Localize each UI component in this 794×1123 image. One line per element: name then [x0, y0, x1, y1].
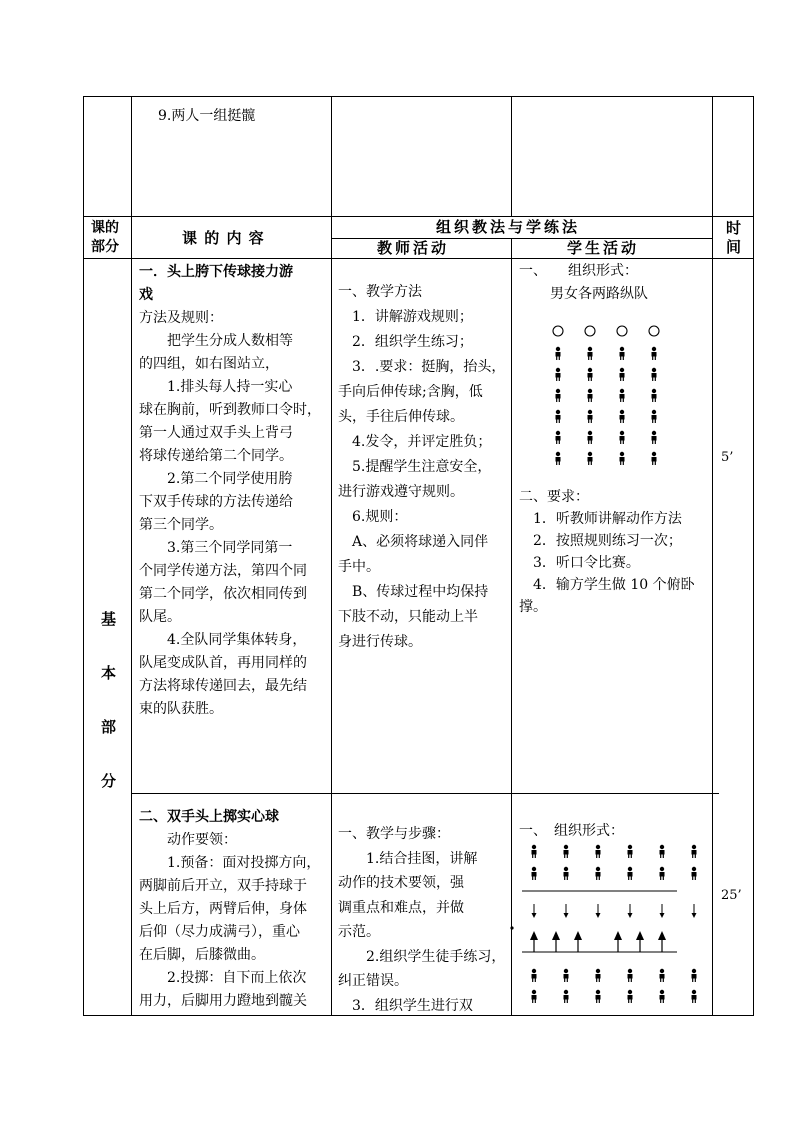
- person-icon: [620, 452, 625, 465]
- person-body: [660, 995, 665, 1000]
- person-body: [596, 974, 601, 979]
- arrow-up-icon: [574, 931, 582, 952]
- game2-teacher: 一、教学与步骤： 1.结合挂图，讲解 动作的技术要领，强 调重点和难点，并做 示范。 2.组织学生徒手练习， 纠正错误。 3．组织学生进行双: [338, 826, 506, 1014]
- game2-student-title: 一、 组织形式：: [519, 823, 624, 839]
- person-body: [588, 352, 593, 357]
- arrow-head: [660, 913, 665, 918]
- arrow-down-icon: [628, 904, 633, 918]
- arrow-up-icon: [658, 931, 666, 952]
- person-head: [692, 990, 696, 994]
- person-icon: [532, 969, 537, 982]
- arrow-head: [552, 931, 560, 940]
- person-body: [692, 850, 697, 855]
- section-divider-line: [131, 793, 719, 794]
- person-head: [620, 368, 624, 372]
- person-head: [564, 969, 568, 973]
- arrow-head: [564, 913, 569, 918]
- person-head: [556, 389, 560, 393]
- arrow-down-icon: [692, 904, 697, 918]
- ball-icon: [585, 326, 595, 336]
- person-body: [652, 436, 657, 441]
- person-icon: [652, 389, 657, 402]
- person-head: [596, 845, 600, 849]
- person-head: [652, 347, 656, 351]
- person-head: [596, 867, 600, 871]
- person-body: [692, 974, 697, 979]
- person-head: [588, 389, 592, 393]
- person-body: [620, 457, 625, 462]
- arrow-head: [658, 931, 666, 940]
- person-icon: [660, 969, 665, 982]
- header-part-line1: 课的: [91, 220, 119, 236]
- section-label-1: 基: [101, 610, 117, 628]
- person-head: [532, 845, 536, 849]
- person-icon: [556, 431, 561, 444]
- person-head: [652, 431, 656, 435]
- game1-title: 一．头上胯下传球接力游: [139, 264, 293, 280]
- person-icon: [652, 452, 657, 465]
- person-icon: [564, 969, 569, 982]
- person-head: [532, 990, 536, 994]
- section-label-2: 本: [101, 664, 117, 682]
- person-icon: [652, 347, 657, 360]
- person-icon: [692, 867, 697, 880]
- person-head: [628, 867, 632, 871]
- person-icon: [596, 969, 601, 982]
- arrow-down-icon: [564, 904, 569, 918]
- person-body: [532, 872, 537, 877]
- person-icon: [628, 845, 633, 858]
- person-icon: [588, 431, 593, 444]
- section-label-4: 分: [101, 772, 117, 790]
- arrow-head: [596, 913, 601, 918]
- person-icon: [628, 969, 633, 982]
- arrow-head: [636, 931, 644, 940]
- person-icon: [620, 389, 625, 402]
- person-head: [556, 347, 560, 351]
- ball-icon: [649, 326, 659, 336]
- person-body: [556, 436, 561, 441]
- person-head: [652, 389, 656, 393]
- table-border-left: [83, 96, 84, 1016]
- person-icon: [564, 990, 569, 1003]
- person-icon: [652, 431, 657, 444]
- arrow-down-icon: [596, 904, 601, 918]
- person-head: [620, 389, 624, 393]
- person-head: [692, 867, 696, 871]
- person-head: [628, 969, 632, 973]
- person-body: [660, 974, 665, 979]
- arrow-head: [692, 913, 697, 918]
- person-body: [628, 850, 633, 855]
- person-icon: [588, 410, 593, 423]
- person-body: [652, 373, 657, 378]
- person-head: [564, 990, 568, 994]
- person-icon: [588, 368, 593, 381]
- person-icon: [692, 969, 697, 982]
- person-head: [556, 410, 560, 414]
- arrow-up-icon: [552, 931, 560, 952]
- person-head: [556, 452, 560, 456]
- game1-student-title: 一、 组织形式：: [519, 263, 638, 279]
- game1-student-formation: 男女各两路纵队: [550, 286, 648, 302]
- person-body: [596, 872, 601, 877]
- person-head: [660, 867, 664, 871]
- person-head: [628, 990, 632, 994]
- person-head: [620, 347, 624, 351]
- header-content: 课 的 内 容: [182, 229, 265, 247]
- person-icon: [628, 867, 633, 880]
- person-body: [692, 872, 697, 877]
- person-body: [564, 872, 569, 877]
- person-body: [620, 352, 625, 357]
- col-line-teacher: [331, 96, 332, 1016]
- arrow-head: [530, 931, 538, 940]
- person-head: [532, 969, 536, 973]
- person-icon: [652, 410, 657, 423]
- game2-title: 二、双手头上掷实心球: [139, 809, 279, 825]
- arrow-head: [574, 931, 582, 940]
- game1-time: 5’: [721, 450, 734, 465]
- person-head: [588, 368, 592, 372]
- person-head: [596, 990, 600, 994]
- person-body: [532, 995, 537, 1000]
- person-icon: [556, 368, 561, 381]
- header-time-line1: 时: [726, 219, 742, 237]
- person-body: [556, 373, 561, 378]
- person-body: [620, 436, 625, 441]
- person-icon: [532, 990, 537, 1003]
- person-head: [588, 452, 592, 456]
- col-line-time: [712, 96, 713, 1016]
- person-body: [556, 457, 561, 462]
- person-body: [660, 850, 665, 855]
- header-teacher: 教师活动: [377, 239, 450, 257]
- header-bottom-line: [83, 258, 754, 259]
- person-head: [660, 990, 664, 994]
- person-body: [692, 995, 697, 1000]
- person-icon: [596, 845, 601, 858]
- person-head: [588, 410, 592, 414]
- person-icon: [556, 452, 561, 465]
- person-head: [556, 431, 560, 435]
- person-icon: [628, 990, 633, 1003]
- header-methods: 组织教法与学练法: [436, 218, 581, 236]
- person-head: [588, 347, 592, 351]
- arrow-head: [628, 913, 633, 918]
- person-body: [628, 974, 633, 979]
- person-head: [692, 845, 696, 849]
- section-label-3: 部: [101, 718, 117, 736]
- person-head: [596, 969, 600, 973]
- person-head: [652, 410, 656, 414]
- header-time-line2: 间: [726, 238, 742, 256]
- person-body: [588, 457, 593, 462]
- person-body: [588, 373, 593, 378]
- header-top-line: [83, 216, 754, 217]
- person-head: [652, 368, 656, 372]
- person-head: [660, 969, 664, 973]
- person-body: [532, 974, 537, 979]
- person-body: [596, 995, 601, 1000]
- person-icon: [532, 867, 537, 880]
- table-border-top: [83, 96, 754, 97]
- col-line-student: [511, 238, 512, 1016]
- person-icon: [556, 347, 561, 360]
- person-icon: [660, 845, 665, 858]
- person-body: [556, 394, 561, 399]
- person-icon: [564, 867, 569, 880]
- person-body: [652, 352, 657, 357]
- person-icon: [660, 867, 665, 880]
- person-head: [628, 845, 632, 849]
- person-icon: [596, 867, 601, 880]
- person-body: [564, 974, 569, 979]
- person-head: [620, 410, 624, 414]
- col-line-content: [131, 96, 132, 1016]
- person-body: [652, 415, 657, 420]
- person-body: [620, 394, 625, 399]
- game2-time: 25’: [721, 888, 742, 903]
- person-head: [532, 867, 536, 871]
- top-row-item: 9.两人一组挺髋: [158, 108, 256, 124]
- person-icon: [620, 347, 625, 360]
- person-icon: [556, 410, 561, 423]
- person-icon: [692, 845, 697, 858]
- person-body: [652, 394, 657, 399]
- person-body: [532, 850, 537, 855]
- person-icon: [588, 452, 593, 465]
- person-body: [556, 415, 561, 420]
- col-line-student-top: [511, 96, 512, 216]
- arrow-head: [614, 931, 622, 940]
- arrow-up-icon: [636, 931, 644, 952]
- header-part-line2: 部分: [91, 239, 119, 255]
- header-student: 学生活动: [567, 239, 640, 257]
- person-icon: [652, 368, 657, 381]
- ball-icon: [617, 326, 627, 336]
- person-head: [556, 368, 560, 372]
- person-head: [652, 452, 656, 456]
- person-body: [588, 436, 593, 441]
- person-icon: [588, 389, 593, 402]
- person-head: [620, 431, 624, 435]
- game1-student-requirements: 二、要求： 1．听教师讲解动作方法 2．按照规则练习一次； 3．听口令比赛。 4．输方学生做 10 个俯卧 撑。: [519, 489, 695, 615]
- person-body: [628, 995, 633, 1000]
- person-body: [556, 352, 561, 357]
- person-head: [564, 867, 568, 871]
- game1-title-cont: 戏: [139, 287, 153, 303]
- person-body: [564, 995, 569, 1000]
- table-border-right: [753, 96, 754, 1016]
- arrow-head: [532, 913, 537, 918]
- person-body: [652, 457, 657, 462]
- person-body: [588, 394, 593, 399]
- ball-icon: [553, 326, 563, 336]
- person-body: [620, 415, 625, 420]
- person-icon: [660, 990, 665, 1003]
- arrow-up-icon: [530, 931, 538, 952]
- person-body: [628, 872, 633, 877]
- arrow-down-icon: [660, 904, 665, 918]
- person-body: [620, 373, 625, 378]
- person-icon: [596, 990, 601, 1003]
- person-body: [660, 872, 665, 877]
- person-icon: [556, 389, 561, 402]
- arrow-down-icon: [532, 904, 537, 918]
- game2-content: 二、双手头上掷实心球 动作要领： 1.预备：面对投掷方向， 两脚前后开立，双手持球于 头上后方，两臂后伸，身体 后仰（尽力成满弓），重心 在后脚，后膝微曲。 2.投掷：自下而上依次 用力，后脚用力蹬地到髋关: [139, 806, 320, 1013]
- person-body: [588, 415, 593, 420]
- person-body: [596, 850, 601, 855]
- person-body: [564, 850, 569, 855]
- person-icon: [588, 347, 593, 360]
- person-head: [588, 431, 592, 435]
- person-icon: [692, 990, 697, 1003]
- person-head: [620, 452, 624, 456]
- game1-content: 一．头上胯下传球接力游 戏 方法及规则： 把学生分成人数相等 的四组，如右图站立， 1.排头每人持一实心 球在胸前，听到教师口令时， 第一人通过双手头上背弓 将球传递给第二个同学。 2.第二个同学使用胯 下双手传球的方法传递给 第三个同学。 3.第三个同学同第一 个同学传递方法，第四个同 第二个同学，依次相同传到 队尾。 4.全队同学集体转身， 队尾变成队首，再用同样的 方法将球传递回去，最先结 束的队获胜。: [139, 261, 321, 721]
- person-icon: [620, 368, 625, 381]
- person-head: [660, 845, 664, 849]
- person-head: [564, 845, 568, 849]
- arrow-up-icon: [614, 931, 622, 952]
- person-icon: [620, 410, 625, 423]
- game1-teacher: 一、教学方法 1．讲解游戏规则； 2．组织学生练习； 3．.要求：挺胸，抬头， 手向后伸传球;含胸，低 头，手往后伸传球。 4.发令，并评定胜负； 5.提醒学生注意安全， 进行游戏遵守规则。 6.规则： A、必须将球递入同伴 手中。 B、传球过程中均保持 下肢不动，只能动上半 身进行传球。: [338, 284, 506, 650]
- person-head: [692, 969, 696, 973]
- person-icon: [620, 431, 625, 444]
- person-icon: [532, 845, 537, 858]
- person-icon: [564, 845, 569, 858]
